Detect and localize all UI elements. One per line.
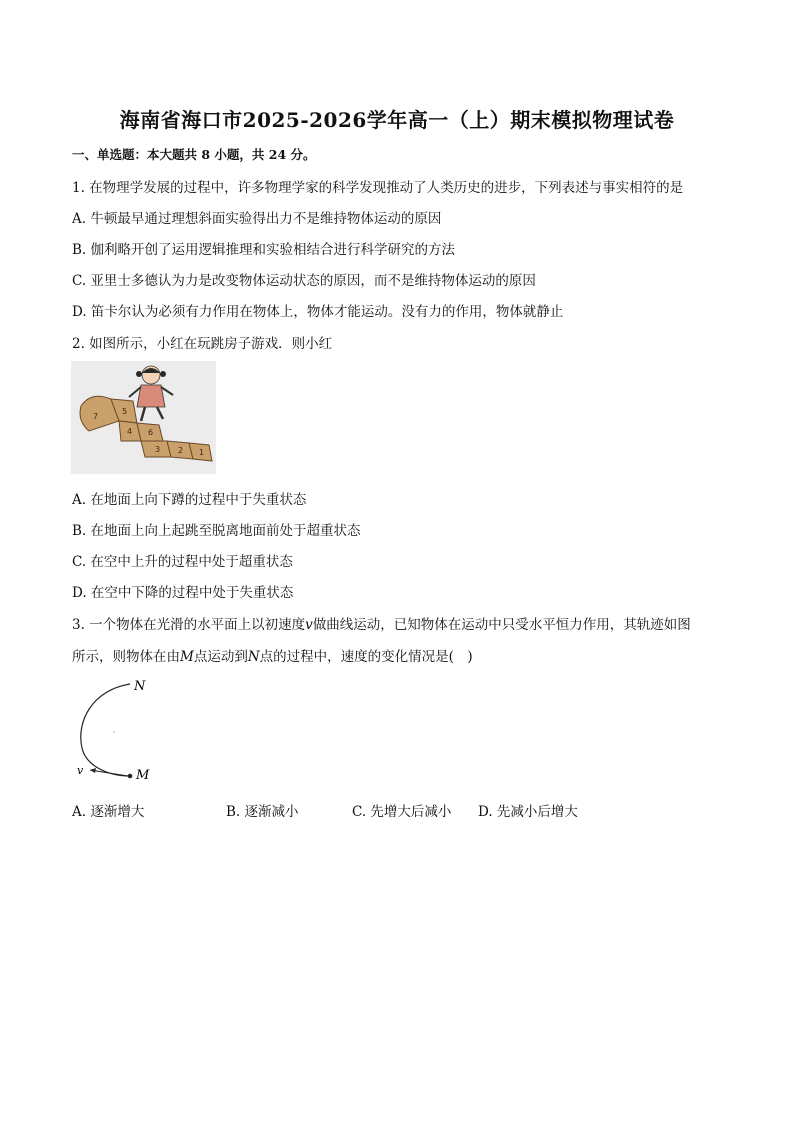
board-number-2: 2 — [178, 446, 184, 455]
question-1-option-d: D. 笛卡尔认为必须有力作用在物体上，物体才能运动。没有力的作用，物体就静止 — [72, 304, 564, 320]
point-n-symbol: N — [247, 649, 260, 665]
question-3-option-b: B. 逐渐减小 — [226, 804, 299, 820]
board-number-3: 3 — [155, 445, 161, 454]
hopscotch-illustration — [71, 361, 216, 474]
question-1-option-a: A. 牛顿最早通过理想斜面实验得出力不是维持物体运动的原因 — [72, 211, 442, 227]
label-v: v — [77, 764, 84, 777]
label-n: N — [134, 679, 146, 694]
board-number-5: 5 — [122, 407, 128, 416]
question-2-option-a: A. 在地面上向下蹲的过程中于失重状态 — [72, 492, 307, 508]
point-m — [128, 774, 133, 779]
question-1-option-b: B. 伽利略开创了运用逻辑推理和实验相结合进行科学研究的方法 — [72, 242, 456, 258]
question-2-option-c: C. 在空中上升的过程中处于超重状态 — [72, 554, 293, 570]
question-3-option-a: A. 逐渐增大 — [72, 804, 145, 820]
center-dot — [113, 731, 114, 732]
board-number-6: 6 — [148, 428, 154, 437]
label-m: M — [136, 768, 150, 783]
question-3-stem-line-2: 所示，则物体在由M点运动到N点的过程中，速度的变化情况是( ) — [72, 649, 473, 665]
section-heading: 一、单选题：本大题共 8 小题，共 24 分。 — [72, 147, 316, 162]
page-title: 海南省海口市2025-2026学年高一（上）期末模拟物理试卷 — [119, 108, 675, 132]
hopscotch-figure — [71, 361, 216, 474]
question-1-option-c: C. 亚里士多德认为力是改变物体运动状态的原因，而不是维持物体运动的原因 — [72, 273, 536, 289]
trajectory-figure — [72, 672, 172, 784]
board-number-4: 4 — [127, 427, 133, 436]
question-3-stem-line-1: 3. 一个物体在光滑的水平面上以初速度v做曲线运动，已知物体在运动中只受水平恒力作用，其轨迹如图 — [72, 617, 691, 633]
question-2-stem: 2. 如图所示，小红在玩跳房子游戏．则小红 — [72, 336, 333, 352]
question-3-option-c: C. 先增大后减小 — [352, 804, 452, 820]
velocity-arrow — [90, 770, 128, 776]
board-number-7: 7 — [93, 412, 99, 421]
question-3-option-d: D. 先减小后增大 — [478, 804, 578, 820]
trajectory-curve — [81, 684, 130, 776]
velocity-symbol: v — [305, 617, 313, 633]
question-2-option-d: D. 在空中下降的过程中处于失重状态 — [72, 585, 294, 601]
point-m-symbol: M — [180, 649, 194, 665]
velocity-arrowhead — [90, 768, 96, 773]
question-2-option-b: B. 在地面上向上起跳至脱离地面前处于超重状态 — [72, 523, 361, 539]
question-1-stem: 1. 在物理学发展的过程中，许多物理学家的科学发现推动了人类历史的进步，下列表述与事实相符的是 — [72, 180, 684, 196]
trajectory-diagram — [72, 672, 172, 784]
board-number-1: 1 — [199, 448, 205, 457]
